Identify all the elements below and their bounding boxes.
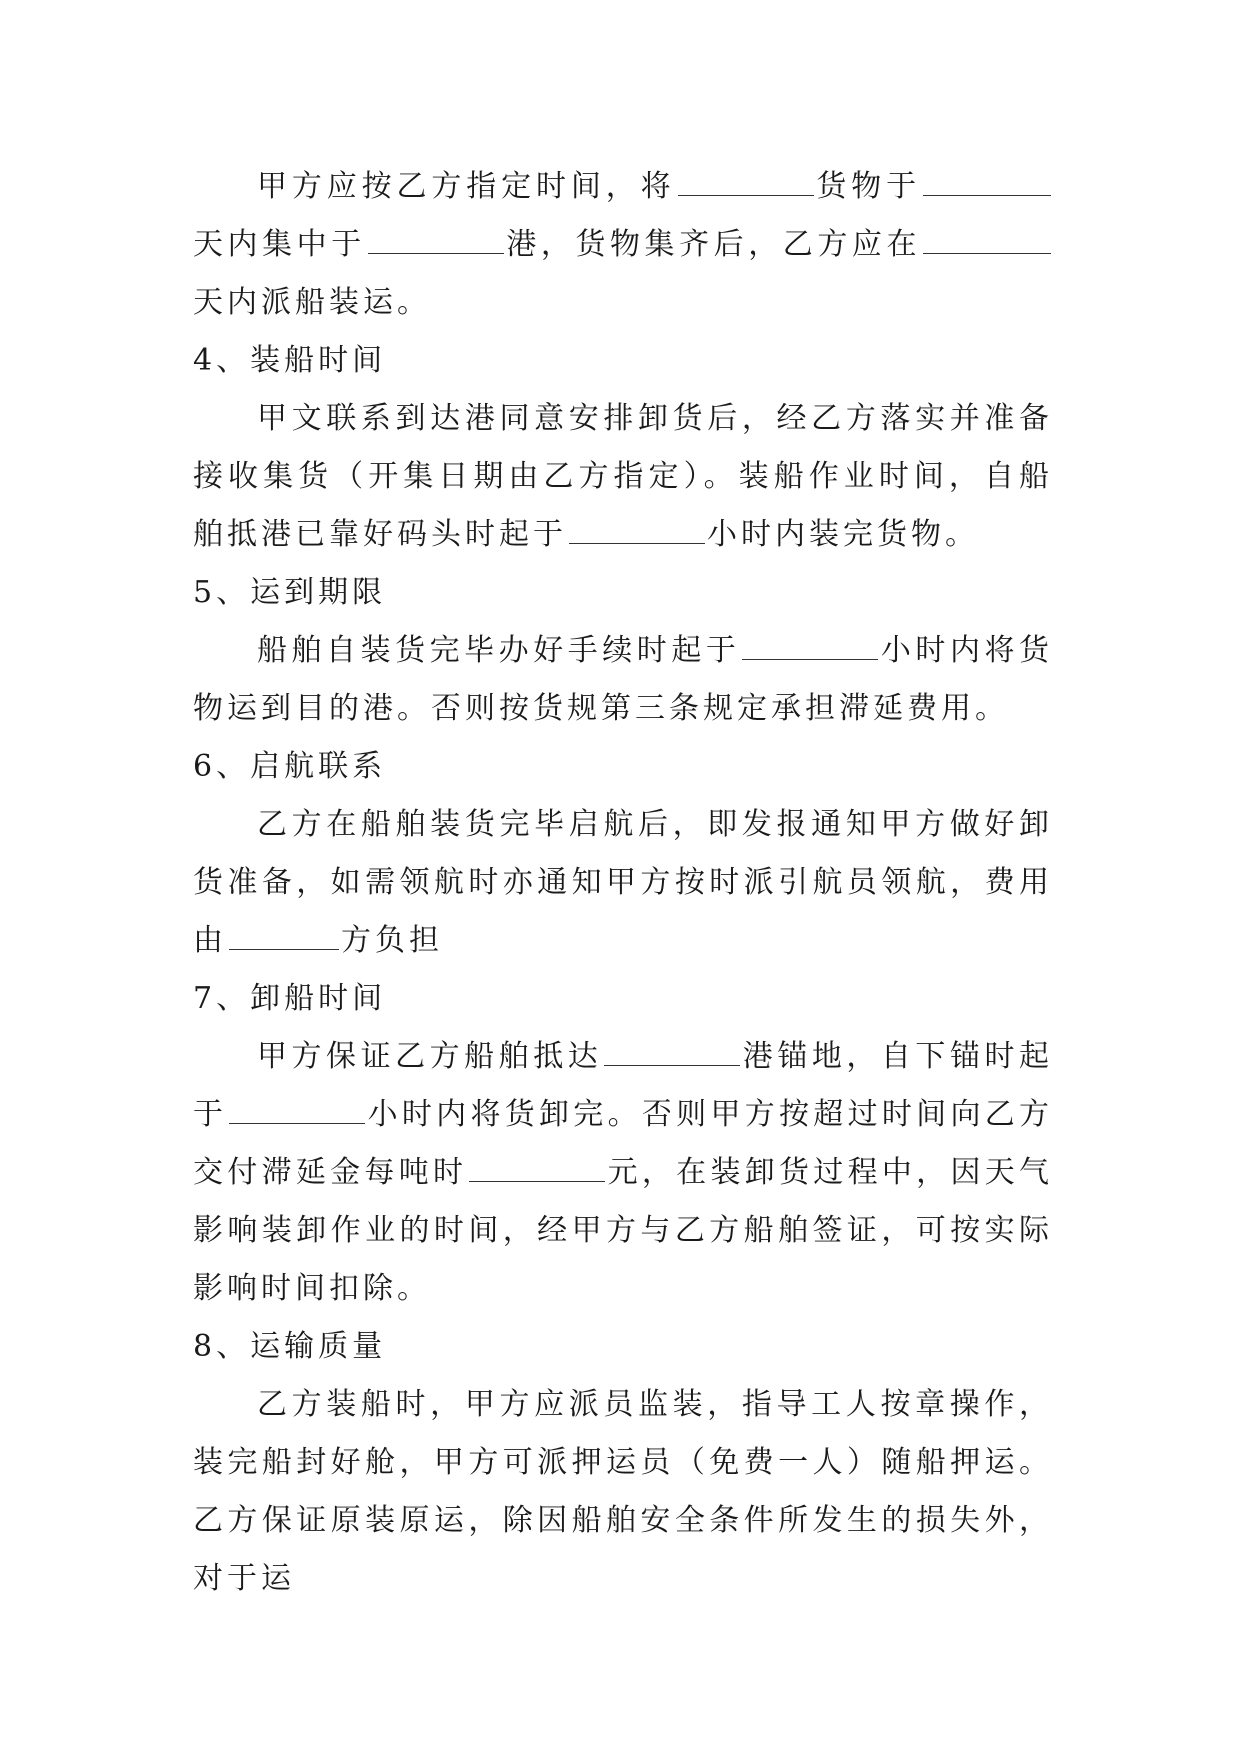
paragraph-transport-quality <box>193 1376 1053 1608</box>
blank-field[interactable] <box>923 219 1051 254</box>
blank-field[interactable] <box>923 161 1051 196</box>
text: 天内集中于 <box>193 227 366 262</box>
text: 小时内将货卸完。否则甲方按超过时间向乙方交付滞延金每吨时 <box>193 1097 1054 1190</box>
text: 乙方装船时，甲方应派员监装，指导工人按章操作，装完船封好舱，甲方可派押运员（免费一人）随船押运。乙方保证原装原运，除因船舶安全条件所发生的损失外，对于运 <box>193 1387 1053 1596</box>
paragraph-delivery-period <box>193 622 1053 738</box>
section-heading-unloading-time: 7、卸船时间 <box>193 981 387 1016</box>
blank-field[interactable] <box>229 1089 365 1124</box>
document-body <box>193 158 1053 1608</box>
text: 甲文联系到达港同意安排卸货后，经乙方落实并准备接收集货（开集日期由乙方指定）。装船作业时间，自船舶抵港已靠好码头时起于 <box>193 401 1053 552</box>
blank-field[interactable] <box>229 915 339 950</box>
blank-field[interactable] <box>604 1031 740 1066</box>
blank-field[interactable] <box>469 1147 605 1182</box>
text: 方负担 <box>341 923 443 958</box>
text: 小时内装完货物。 <box>707 517 979 552</box>
blank-field[interactable] <box>569 509 705 544</box>
text: 元，在装卸货过程中，因天气影响装卸作业的时间，经甲方与乙方船舶签证，可按实际影响时间扣除。 <box>193 1155 1054 1306</box>
paragraph-loading-time <box>193 390 1053 564</box>
text: 港，货物集齐后，乙方应在 <box>505 227 922 262</box>
section-heading-departure-contact: 6、启航联系 <box>193 749 387 784</box>
blank-field[interactable] <box>678 161 814 196</box>
text: 货物于 <box>815 169 921 204</box>
text: 甲方保证乙方船舶抵达 <box>257 1039 603 1074</box>
text: 小时内将货物运到目的港。否则按货规第三条规定承担滞延费用。 <box>193 633 1054 726</box>
blank-field[interactable] <box>368 219 504 254</box>
paragraph-cargo-gathering <box>193 158 1053 332</box>
paragraph-departure-contact <box>193 796 1053 970</box>
text: 乙方在船舶装货完毕启航后，即发报通知甲方做好卸货准备，如需领航时亦通知甲方按时派引航员领航，费用由 <box>193 807 1053 958</box>
text: 港锚地，自下锚时起于 <box>193 1039 1054 1132</box>
section-heading-delivery-period: 5、运到期限 <box>193 575 387 610</box>
blank-field[interactable] <box>742 625 878 660</box>
section-heading-transport-quality: 8、运输质量 <box>193 1329 387 1364</box>
paragraph-unloading-time <box>193 1028 1053 1318</box>
text: 天内派船装运。 <box>193 285 431 320</box>
section-heading-loading-time: 4、装船时间 <box>193 343 387 378</box>
text: 船舶自装货完毕办好手续时起于 <box>257 633 741 668</box>
text: 甲方应按乙方指定时间，将 <box>257 169 676 204</box>
